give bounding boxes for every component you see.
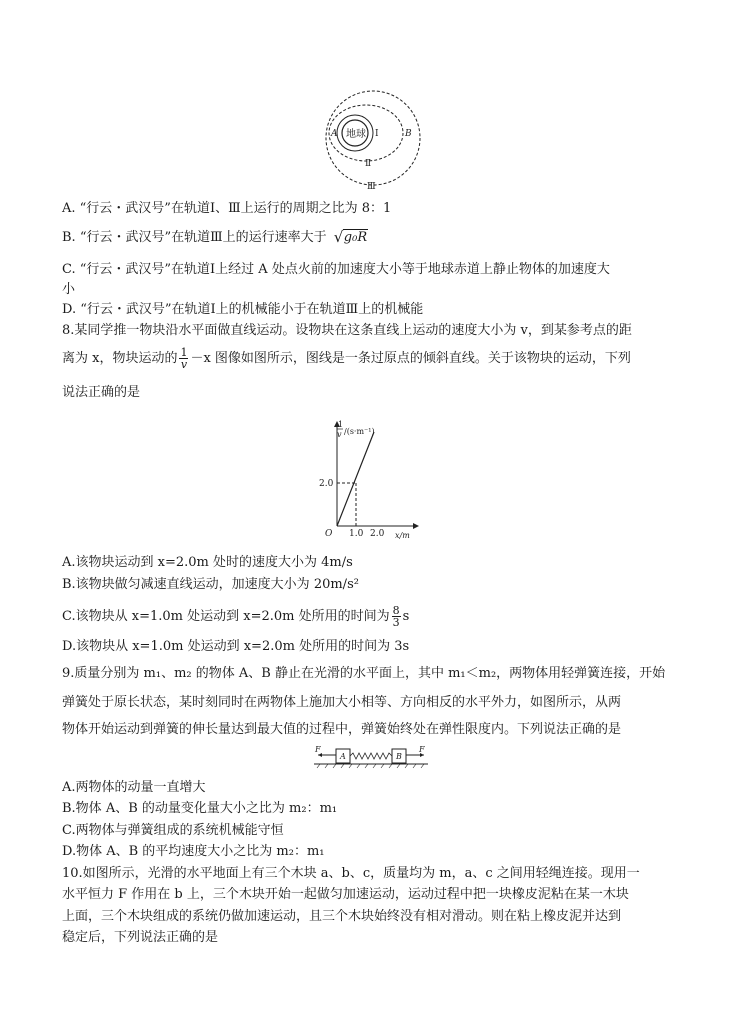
q10-stem-line2: 水平恒力 F 作用在 b 上，三个木块开始一起做匀加速运动，运动过程中把一块橡皮泥粘在某一木块 <box>62 887 629 902</box>
q9-option-c: C.两物体与弹簧组成的系统机械能守恒 <box>62 823 284 838</box>
fraction-denominator: v <box>180 358 188 371</box>
q8-stem-line3: 说法正确的是 <box>62 385 141 400</box>
sqrt-radicand: g₀R <box>343 230 368 245</box>
origin-label: O <box>325 529 333 539</box>
q8-stem-line2-pre: 离为 x，物块运动的 <box>62 351 178 366</box>
q7-option-b <box>62 229 368 247</box>
q8-option-c-unit: s <box>402 609 410 624</box>
q9-option-b: B.物体 A、B 的动量变化量大小之比为 m₂：m₁ <box>62 801 338 816</box>
x-axis-label: x/m <box>395 531 410 540</box>
q7-option-c-line2: 小 <box>62 282 76 297</box>
orbit-ii-label: Ⅱ <box>365 159 372 169</box>
fraction-numerator: 8 <box>392 604 400 617</box>
block-a-label: A <box>340 752 346 761</box>
force-left-label: F <box>315 745 321 754</box>
q9-stem-line2: 弹簧处于原长状态，某时刻同时在两物体上施加大小相等、方向相反的水平外力，如图所示，从两 <box>62 695 622 710</box>
y-axis-label-num: 1 <box>338 420 344 429</box>
q9-stem-line3: 物体开始运动到弹簧的伸长量达到最大值的过程中，弹簧始终处在弹性限度内。下列说法正确的是 <box>62 722 622 737</box>
q8-option-c-fraction <box>392 605 401 628</box>
y-axis-label-den: v <box>337 430 342 439</box>
sqrt-sign: √ <box>333 228 344 246</box>
q8-stem-fraction <box>179 347 188 370</box>
q7-option-b-text: B. “行云・武汉号”在轨道Ⅲ上的运行速率大于 <box>62 230 327 245</box>
orbit-i-label: I <box>375 129 379 139</box>
y-tick-label: 2.0 <box>319 479 334 489</box>
q10-stem-line1: 10.如图所示，光滑的水平地面上有三个木块 a、b、c，质量均为 m，a、c 之间用轻绳连接。现用一 <box>62 866 640 881</box>
q8-option-d: D.该物块从 x=1.0m 处运动到 x=2.0m 处所用的时间为 3s <box>62 639 410 654</box>
force-right-label: F <box>419 745 425 754</box>
graph-line <box>337 432 374 526</box>
fraction-numerator: 1 <box>180 346 188 359</box>
q7-option-d: D. “行云・武汉号”在轨道Ⅰ上的机械能小于在轨道Ⅲ上的机械能 <box>62 302 424 317</box>
q8-option-b: B.该物块做匀减速直线运动，加速度大小为 20m/s² <box>62 577 359 592</box>
x-tick-label-1: 1.0 <box>349 529 364 539</box>
q8-option-c <box>62 605 409 628</box>
orbit-ii-ellipse <box>329 105 403 161</box>
x-tick-label-2: 2.0 <box>370 529 385 539</box>
block-b-label: B <box>396 752 402 761</box>
orbit-iii-label: Ⅲ <box>367 182 376 192</box>
q9-option-d: D.物体 A、B 的平均速度大小之比为 m₂：m₁ <box>62 844 325 859</box>
q10-stem-line4: 稳定后，下列说法正确的是 <box>62 930 219 945</box>
point-a-label: A <box>331 129 338 139</box>
y-axis-unit: /(s·m⁻¹) <box>344 427 375 436</box>
q8-option-c-text: C.该物块从 x=1.0m 处运动到 x=2.0m 处所用的时间为 <box>62 609 390 624</box>
fraction-denominator: 3 <box>392 616 400 629</box>
q10-stem-line3: 上面，三个木块组成的系统仍做加速运动，且三个木块始终没有相对滑动。则在粘上橡皮泥并达到 <box>62 909 622 924</box>
q7-option-c-line1: C. “行云・武汉号”在轨道Ⅰ上经过 A 处点火前的加速度大小等于地球赤道上静止物体的加速度大 <box>62 262 610 277</box>
q7-option-b-sqrt <box>334 229 368 247</box>
q8-option-a: A.该物块运动到 x=2.0m 处时的速度大小为 4m/s <box>62 555 353 570</box>
q9-spring-figure <box>312 744 432 770</box>
spring <box>350 753 392 759</box>
q8-stem-line2 <box>62 347 631 370</box>
q7-option-a: A. “行云・武汉号”在轨道Ⅰ、Ⅲ上运行的周期之比为 8：1 <box>62 201 392 216</box>
orbit-figure <box>318 88 428 193</box>
q8-stem-line2-post: －x 图像如图所示，图线是一条过原点的倾斜直线。关于该物块的运动，下列 <box>190 351 631 366</box>
q9-stem-line1: 9.质量分别为 m₁、m₂ 的物体 A、B 静止在光滑的水平面上，其中 m₁＜m₂，两物体用轻弹簧连接，开始 <box>62 666 666 681</box>
q9-option-a: A.两物体的动量一直增大 <box>62 780 206 795</box>
ground-hatching <box>317 764 424 768</box>
earth-label: 地球 <box>346 129 366 140</box>
q8-stem-line1: 8.某同学推一物块沿水平面做直线运动。设物块在这条直线上运动的速度大小为 v，到某参考点的距 <box>62 323 632 338</box>
point-b-label: B <box>405 129 412 139</box>
q8-graph <box>318 418 428 540</box>
